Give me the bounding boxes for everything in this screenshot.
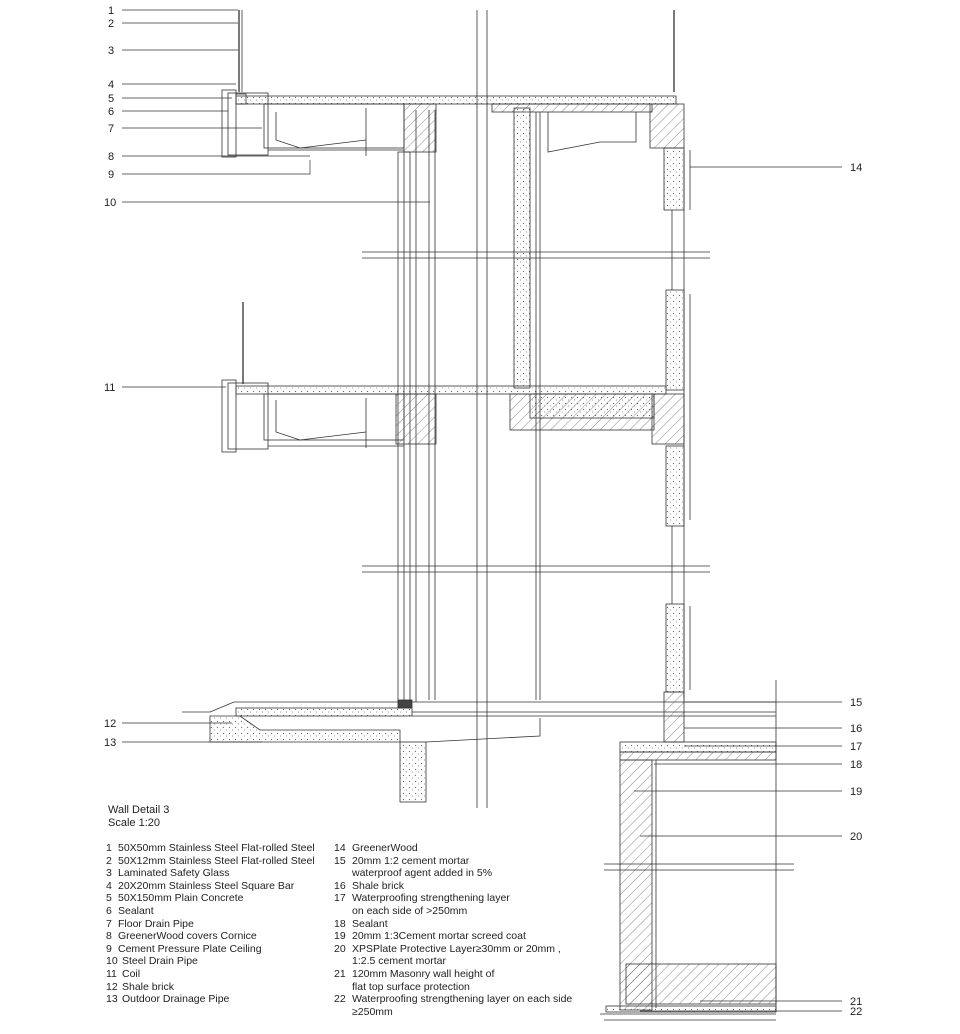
callout-19: 19 <box>850 786 863 798</box>
callout-18: 18 <box>850 759 863 771</box>
legend-item-continued: waterproof agent added in 5% <box>352 867 493 880</box>
legend-item: 1 50X50mm Stainless Steel Flat-rolled Steel <box>106 842 315 854</box>
legend-item: 6 Sealant <box>106 904 154 917</box>
drawing-scale: Scale 1:20 <box>108 817 160 829</box>
legend-item: 13 Outdoor Drainage Pipe <box>106 993 230 1006</box>
legend-item: 8 GreenerWood covers Cornice <box>106 930 257 943</box>
callout-11: 11 <box>104 382 116 394</box>
callout-1: 1 <box>108 5 115 17</box>
legend-item: 3 Laminated Safety Glass <box>106 867 230 880</box>
callout-20: 20 <box>850 831 863 843</box>
legend-item: 4 20X20mm Stainless Steel Square Bar <box>106 879 295 892</box>
legend-item: 10 Steel Drain Pipe <box>106 955 198 968</box>
callout-22: 22 <box>850 1006 863 1018</box>
callout-4: 4 <box>108 79 115 91</box>
legend-item: 9 Cement Pressure Plate Ceiling <box>106 942 262 955</box>
legend-item: 18 Sealant <box>334 917 388 930</box>
legend-item: 16 Shale brick <box>334 879 404 892</box>
callout-7: 7 <box>108 123 115 135</box>
callout-17: 17 <box>850 741 863 753</box>
callout-5: 5 <box>108 93 115 105</box>
legend-item: 12 Shale brick <box>106 980 174 993</box>
callout-13: 13 <box>104 737 117 749</box>
legend-left <box>106 842 315 1006</box>
legend-item: 7 Floor Drain Pipe <box>106 917 194 930</box>
drawing-title: Wall Detail 3 <box>108 804 170 816</box>
callout-2: 2 <box>108 18 115 30</box>
legend-right <box>334 842 572 1018</box>
callout-9: 9 <box>108 169 115 181</box>
callout-3: 3 <box>108 45 115 57</box>
legend-item-continued: 1:2.5 cement mortar <box>352 955 446 968</box>
callout-6: 6 <box>108 106 115 118</box>
legend-item-continued: on each side of >250mm <box>352 904 468 917</box>
callout-10: 10 <box>104 197 117 209</box>
callout-21: 21 <box>850 996 863 1008</box>
legend-item: 15 20mm 1:2 cement mortar <box>334 854 470 867</box>
legend-item-continued: ≥250mm <box>352 1005 393 1018</box>
legend-item: 5 50X150mm Plain Concrete <box>106 892 244 905</box>
legend-item: 22 Waterproofing strengthening layer on each side <box>334 993 573 1006</box>
legend-item: 20 XPSPlate Protective Layer≥30mm or 20mm , <box>334 942 561 955</box>
callout-12: 12 <box>104 718 117 730</box>
legend-item: 14 GreenerWood <box>334 842 418 854</box>
legend-item: 2 50X12mm Stainless Steel Flat-rolled Steel <box>106 854 315 867</box>
legend-item: 11 Coil <box>106 967 141 980</box>
drawing-title-block <box>108 804 169 830</box>
callout-14: 14 <box>850 162 863 174</box>
callout-8: 8 <box>108 151 115 163</box>
legend-item: 17 Waterproofing strengthening layer <box>334 892 510 905</box>
callout-16: 16 <box>850 723 863 735</box>
legend-item-continued: flat top surface protection <box>352 980 470 993</box>
legend-item: 21 120mm Masonry wall height of <box>334 967 495 980</box>
legend-item: 19 20mm 1:3Cement mortar screed coat <box>334 930 526 943</box>
callout-15: 15 <box>850 697 863 709</box>
